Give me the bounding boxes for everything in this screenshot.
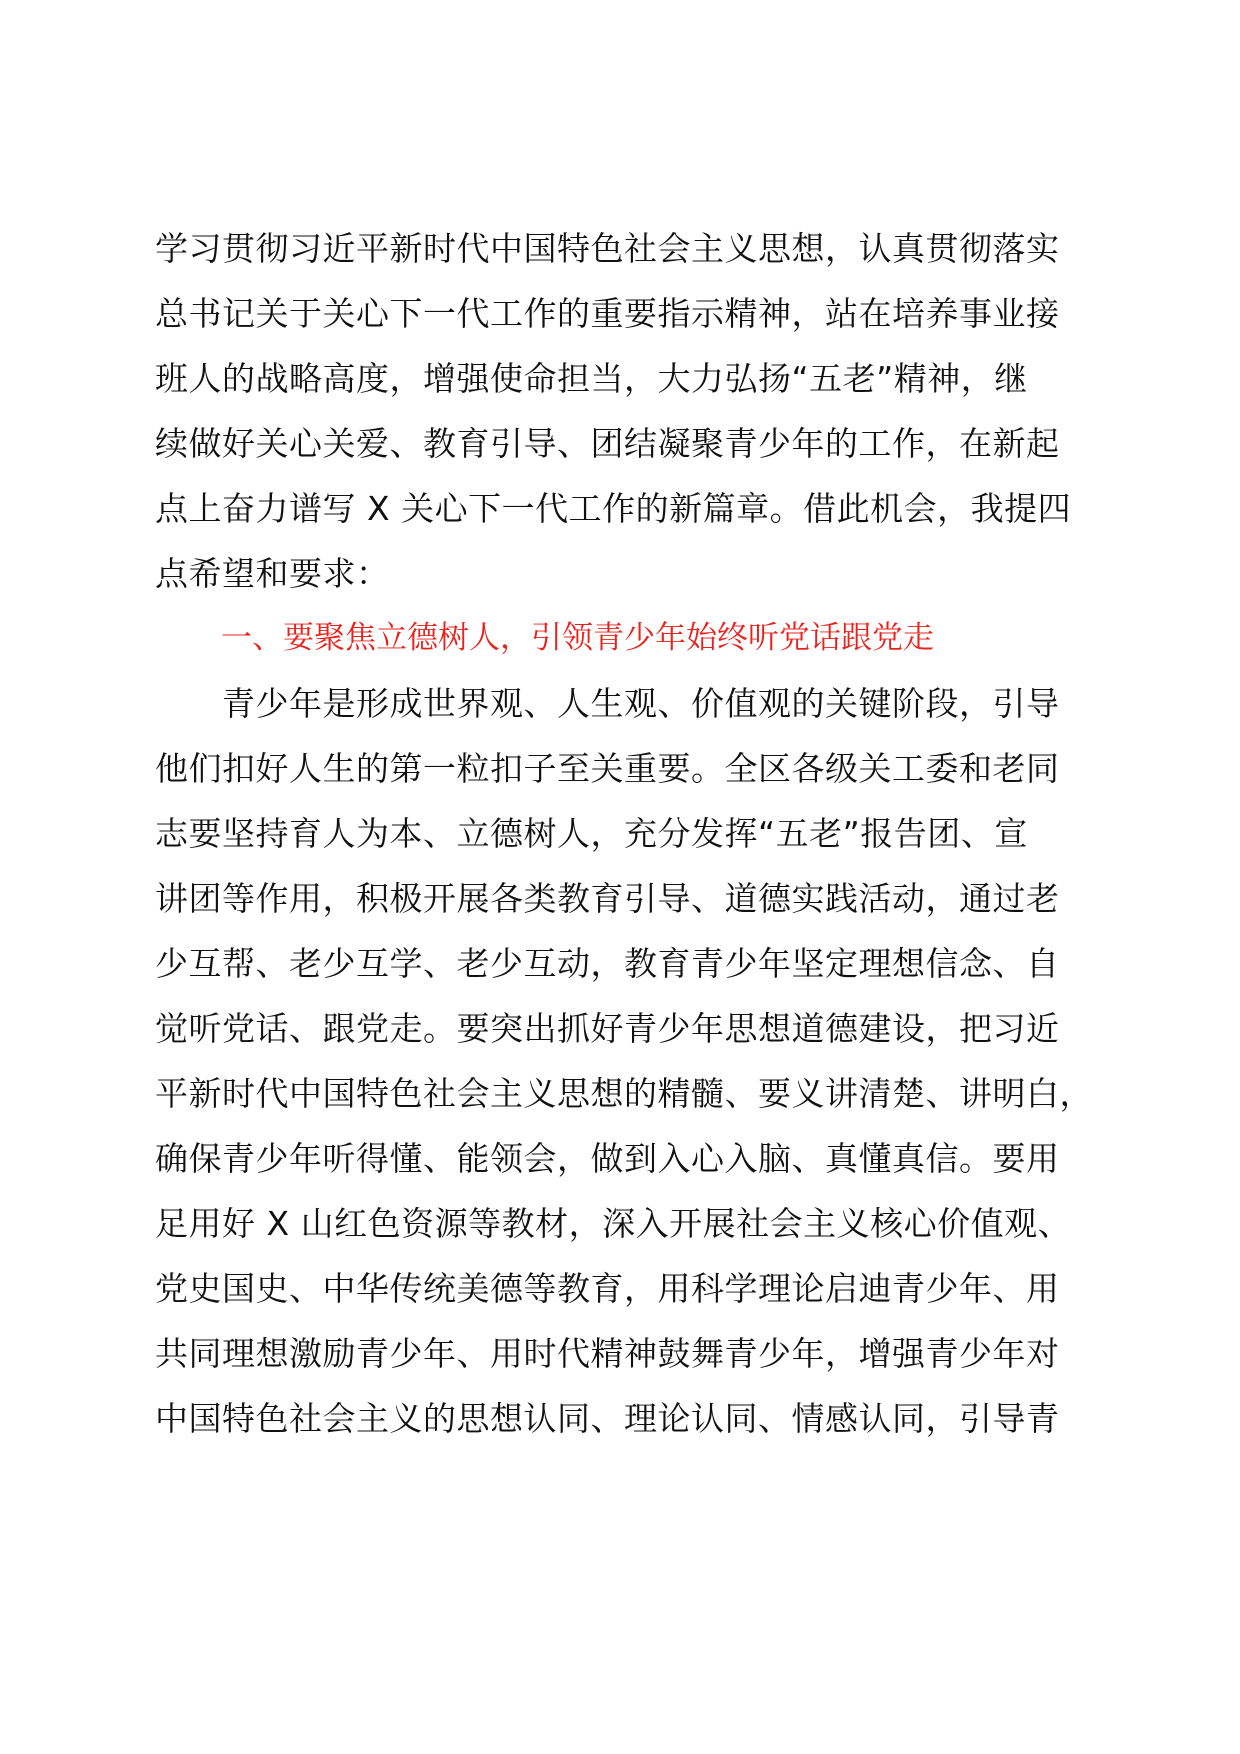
section-heading-1: 一、要聚焦立德树人，引领青少年始终听党话跟党走 (221, 620, 934, 656)
intro-line-5: 点上奋力谱写 X 关心下一代工作的新篇章。借此机会，我提四 (155, 489, 1072, 528)
intro-paragraph (155, 216, 1085, 606)
intro-line-2: 总书记关于关心下一代工作的重要指示精神，站在培养事业接 (155, 294, 1060, 333)
section-1-line-12: 中国特色社会主义的思想认同、理论认同、情感认同，引导青 (155, 1399, 1060, 1438)
section-1-line-4: 讲团等作用，积极开展各类教育引导、道德实践活动，通过老 (155, 879, 1060, 918)
section-1-line-11: 共同理想激励青少年、用时代精神鼓舞青少年，增强青少年对 (155, 1334, 1060, 1373)
document-page (155, 216, 1093, 1451)
intro-line-3: 班人的战略高度，增强使命担当，大力弘扬“五老”精神，继 (155, 359, 1028, 398)
section-1-line-5: 少互帮、老少互学、老少互动，教育青少年坚定理想信念、自 (155, 944, 1060, 983)
section-1-line-10: 党史国史、中华传统美德等教育，用科学理论启迪青少年、用 (155, 1269, 1060, 1308)
section-1-line-2: 他们扣好人生的第一粒扣子至关重要。全区各级关工委和老同 (155, 749, 1060, 788)
section-1-line-7: 平新时代中国特色社会主义思想的精髓、要义讲清楚、讲明白， (155, 1074, 1093, 1113)
intro-line-6: 点希望和要求： (155, 554, 390, 593)
intro-line-1: 学习贯彻习近平新时代中国特色社会主义思想，认真贯彻落实 (155, 229, 1060, 268)
section-1-line-9: 足用好 X 山红色资源等教材，深入开展社会主义核心价值观、 (155, 1204, 1072, 1243)
section-1-line-8: 确保青少年听得懂、能领会，做到入心入脑、真懂真信。要用 (155, 1139, 1060, 1178)
section-1-paragraph (155, 671, 1093, 1451)
intro-line-4: 续做好关心关爱、教育引导、团结凝聚青少年的工作，在新起 (155, 424, 1060, 463)
section-1-line-1: 青少年是形成世界观、人生观、价值观的关键阶段，引导 (155, 684, 1060, 723)
section-1-line-6: 觉听党话、跟党走。要突出抓好青少年思想道德建设，把习近 (155, 1009, 1060, 1048)
section-1-line-3: 志要坚持育人为本、立德树人，充分发挥“五老”报告团、宣 (155, 814, 1028, 853)
